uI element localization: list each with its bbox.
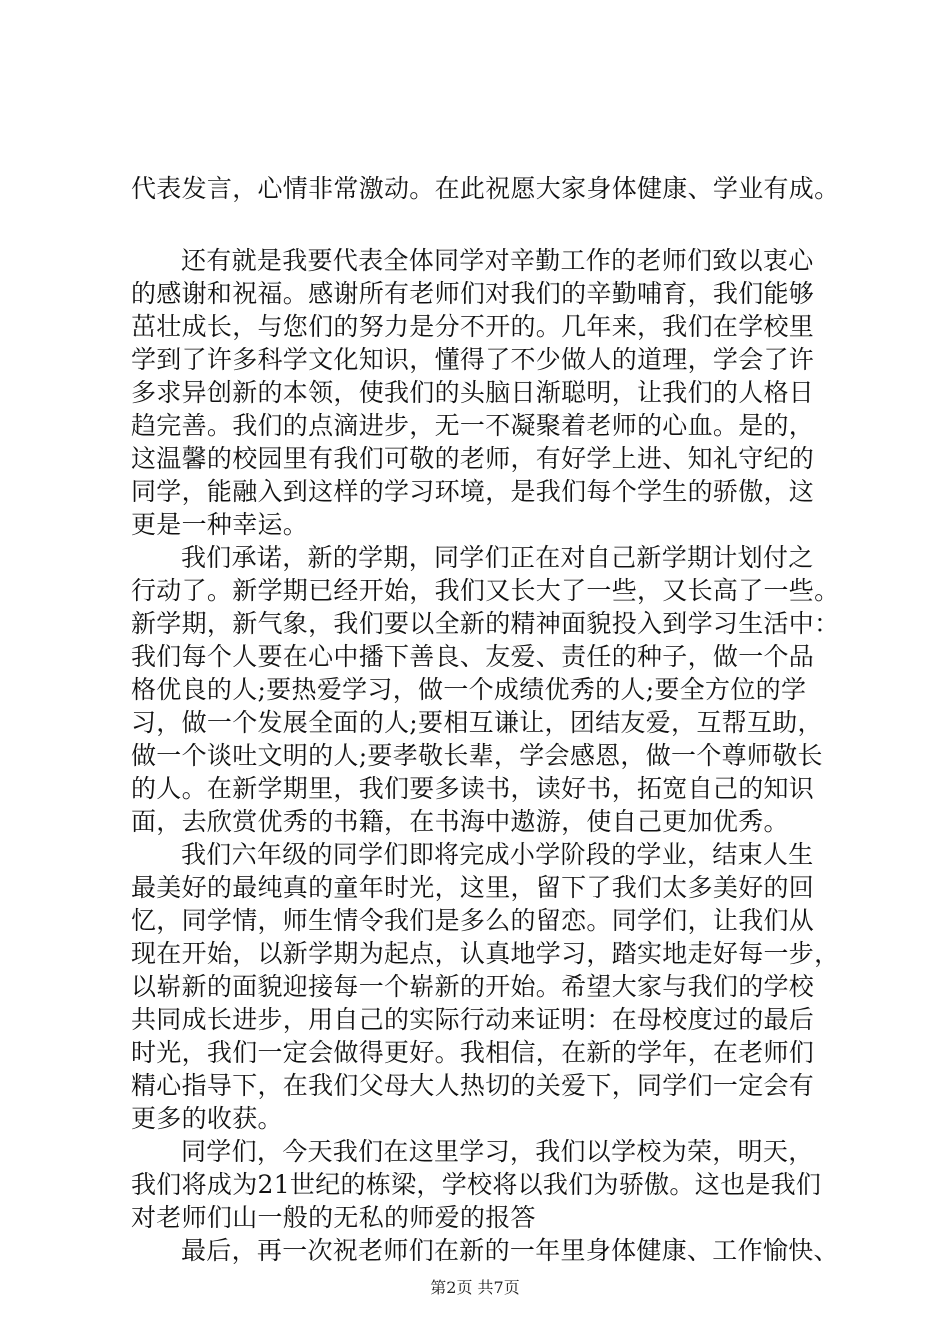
text-line: 我们将成为21世纪的栋梁，学校将以我们为骄傲。这也是我们	[131, 1170, 822, 1199]
text-line: 精心指导下，在我们父母大人热切的关爱下，同学们一定会有	[131, 1071, 815, 1100]
text-line: 我们六年级的同学们即将完成小学阶段的学业，结束人生	[181, 840, 814, 869]
text-line: 最美好的最纯真的童年时光，这里，留下了我们太多美好的回	[131, 873, 815, 902]
text-line: 时光，我们一定会做得更好。我相信，在新的学年，在老师们	[131, 1038, 815, 1067]
text-line: 行动了。新学期已经开始，我们又长大了一些，又长高了一些。	[131, 576, 840, 605]
text-line: 更多的收获。	[131, 1104, 283, 1133]
text-line: 学到了许多科学文化知识，懂得了不少做人的道理，学会了许	[131, 345, 815, 374]
text-line: 同学们，今天我们在这里学习，我们以学校为荣，明天，	[181, 1137, 814, 1166]
page-footer: 第2页 共7页	[430, 1278, 520, 1297]
text-line: 最后，再一次祝老师们在新的一年里身体健康、工作愉快、	[181, 1236, 839, 1265]
text-line: 我们承诺，新的学期，同学们正在对自己新学期计划付之	[181, 543, 814, 572]
text-line: 的感谢和祝福。感谢所有老师们对我们的辛勤哺育，我们能够	[131, 279, 815, 308]
text-line: 的人。在新学期里，我们要多读书，读好书，拓宽自己的知识	[131, 774, 815, 803]
text-line: 更是一种幸运。	[131, 510, 309, 539]
document-body	[131, 172, 853, 1267]
text-line: 格优良的人;要热爱学习，做一个成绩优秀的人;要全方位的学	[131, 675, 807, 704]
text-line: 以崭新的面貌迎接每一个崭新的开始。希望大家与我们的学校	[131, 972, 815, 1001]
text-line: 做一个谈吐文明的人;要孝敬长辈，学会感恩，做一个尊师敬长	[131, 741, 823, 770]
text-line: 习，做一个发展全面的人;要相互谦让，团结友爱，互帮互助，	[131, 708, 823, 737]
text-line: 新学期，新气象，我们要以全新的精神面貌投入到学习生活中：	[131, 609, 840, 638]
text-line: 趋完善。我们的点滴进步，无一不凝聚着老师的心血。是的，	[131, 411, 815, 440]
text-line: 代表发言，心情非常激动。在此祝愿大家身体健康、学业有成。	[131, 174, 840, 203]
text-line: 我们每个人要在心中播下善良、友爱、责任的种子，做一个品	[131, 642, 815, 671]
text-line: 忆，同学情，师生情令我们是多么的留恋。同学们，让我们从	[131, 906, 815, 935]
paragraph-gap	[131, 205, 853, 244]
text-line: 对老师们山一般的无私的师爱的报答	[131, 1203, 536, 1232]
text-line: 共同成长进步，用自己的实际行动来证明：在母校度过的最后	[131, 1005, 815, 1034]
text-line: 现在开始，以新学期为起点，认真地学习，踏实地走好每一步，	[131, 939, 840, 968]
text-line: 面，去欣赏优秀的书籍，在书海中遨游，使自己更加优秀。	[131, 807, 789, 836]
text-line: 还有就是我要代表全体同学对辛勤工作的老师们致以衷心	[181, 246, 814, 275]
text-line: 同学，能融入到这样的学习环境，是我们每个学生的骄傲，这	[131, 477, 815, 506]
text-line: 茁壮成长，与您们的努力是分不开的。几年来，我们在学校里	[131, 312, 815, 341]
text-line: 多求异创新的本领，使我们的头脑日渐聪明，让我们的人格日	[131, 378, 815, 407]
text-line: 这温馨的校园里有我们可敬的老师，有好学上进、知礼守纪的	[131, 444, 815, 473]
